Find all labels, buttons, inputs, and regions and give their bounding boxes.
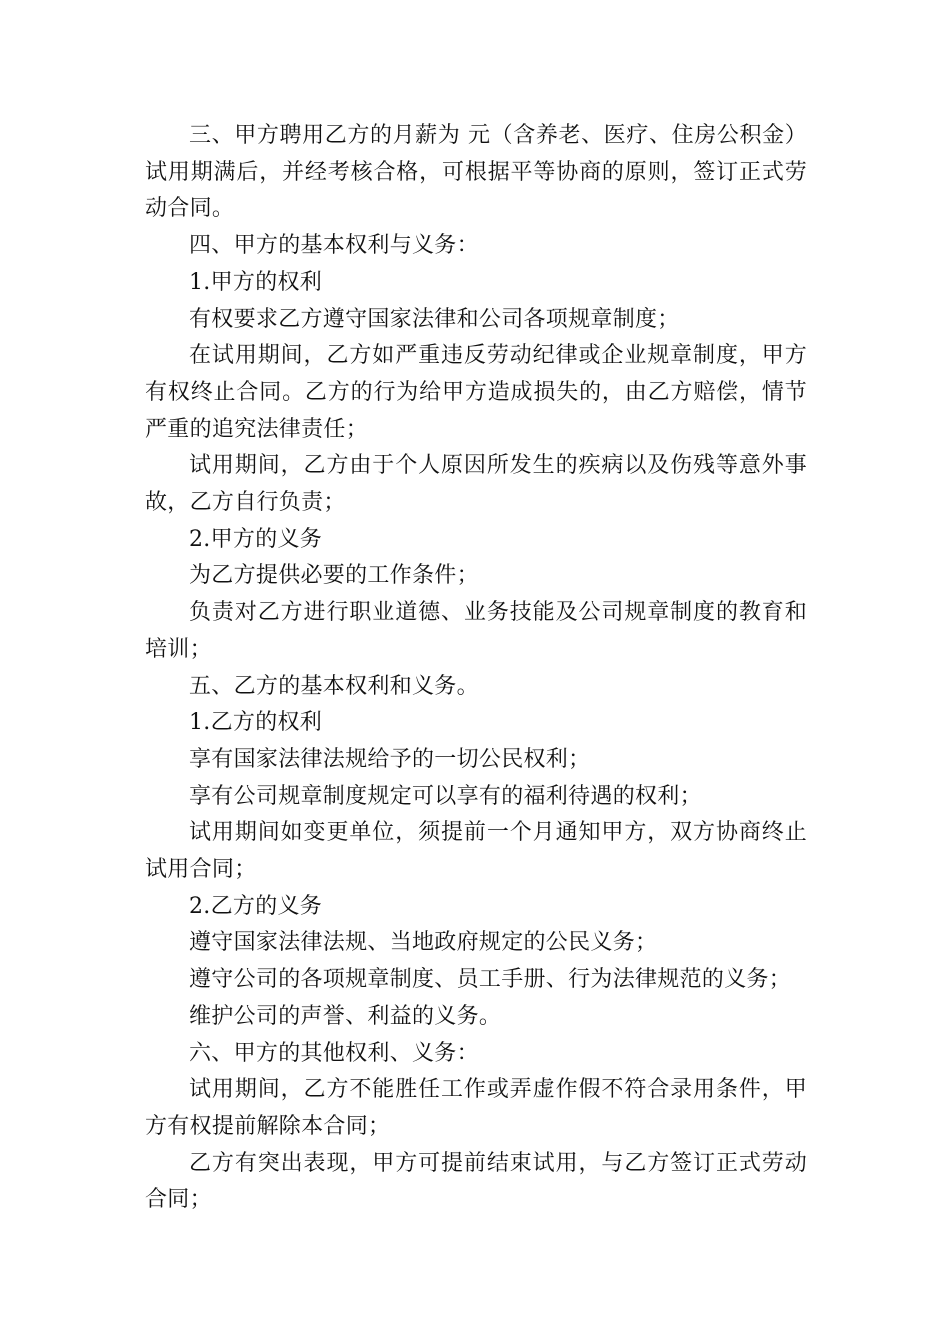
paragraph-section-three-salary: 三、甲方聘用乙方的月薪为 元（含养老、医疗、住房公积金）试用期满后，并经考核合格，可根据平等协商的原则，签订正式劳动合同。: [145, 123, 807, 222]
subheading-party-a-rights: 1.甲方的权利: [189, 269, 323, 295]
heading-section-four: 四、甲方的基本权利与义务：: [189, 233, 479, 259]
heading-section-five: 五、乙方的基本权利和义务。: [189, 673, 479, 699]
paragraph-party-b-right-1: 享有国家法律法规给予的一切公民权利；: [189, 746, 591, 772]
paragraph-section-six-item-2: 乙方有突出表现，甲方可提前结束试用，与乙方签订正式劳动合同；: [145, 1150, 807, 1213]
paragraph-party-b-right-2: 享有公司规章制度规定可以享有的福利待遇的权利；: [189, 783, 702, 809]
paragraph-party-b-obligation-1: 遵守国家法律法规、当地政府规定的公民义务；: [189, 930, 658, 956]
paragraph-party-a-right-2: 在试用期间，乙方如严重违反劳动纪律或企业规章制度，甲方有权终止合同。乙方的行为给甲方造成损失的，由乙方赔偿，情节严重的追究法律责任；: [145, 343, 807, 442]
subheading-party-b-rights: 1.乙方的权利: [189, 710, 323, 736]
heading-section-six: 六、甲方的其他权利、义务：: [189, 1040, 479, 1066]
paragraph-party-b-obligation-3: 维护公司的声誉、利益的义务。: [189, 1003, 502, 1029]
paragraph-party-b-obligation-2: 遵守公司的各项规章制度、员工手册、行为法律规范的义务；: [189, 967, 792, 993]
paragraph-party-a-obligation-1: 为乙方提供必要的工作条件；: [189, 563, 479, 589]
paragraph-party-a-right-1: 有权要求乙方遵守国家法律和公司各项规章制度；: [189, 306, 680, 332]
subheading-party-a-obligations: 2.甲方的义务: [189, 526, 323, 552]
paragraph-party-a-obligation-2: 负责对乙方进行职业道德、业务技能及公司规章制度的教育和培训；: [145, 600, 807, 662]
paragraph-section-six-item-1: 试用期间，乙方不能胜任工作或弄虚作假不符合录用条件，甲方有权提前解除本合同；: [145, 1077, 807, 1139]
paragraph-party-b-right-3: 试用期间如变更单位，须提前一个月通知甲方，双方协商终止试用合同；: [145, 820, 807, 883]
paragraph-party-a-right-3: 试用期间，乙方由于个人原因所发生的疾病以及伤残等意外事故，乙方自行负责；: [145, 453, 807, 516]
document-body: [145, 118, 807, 1219]
subheading-party-b-obligations: 2.乙方的义务: [189, 893, 323, 919]
